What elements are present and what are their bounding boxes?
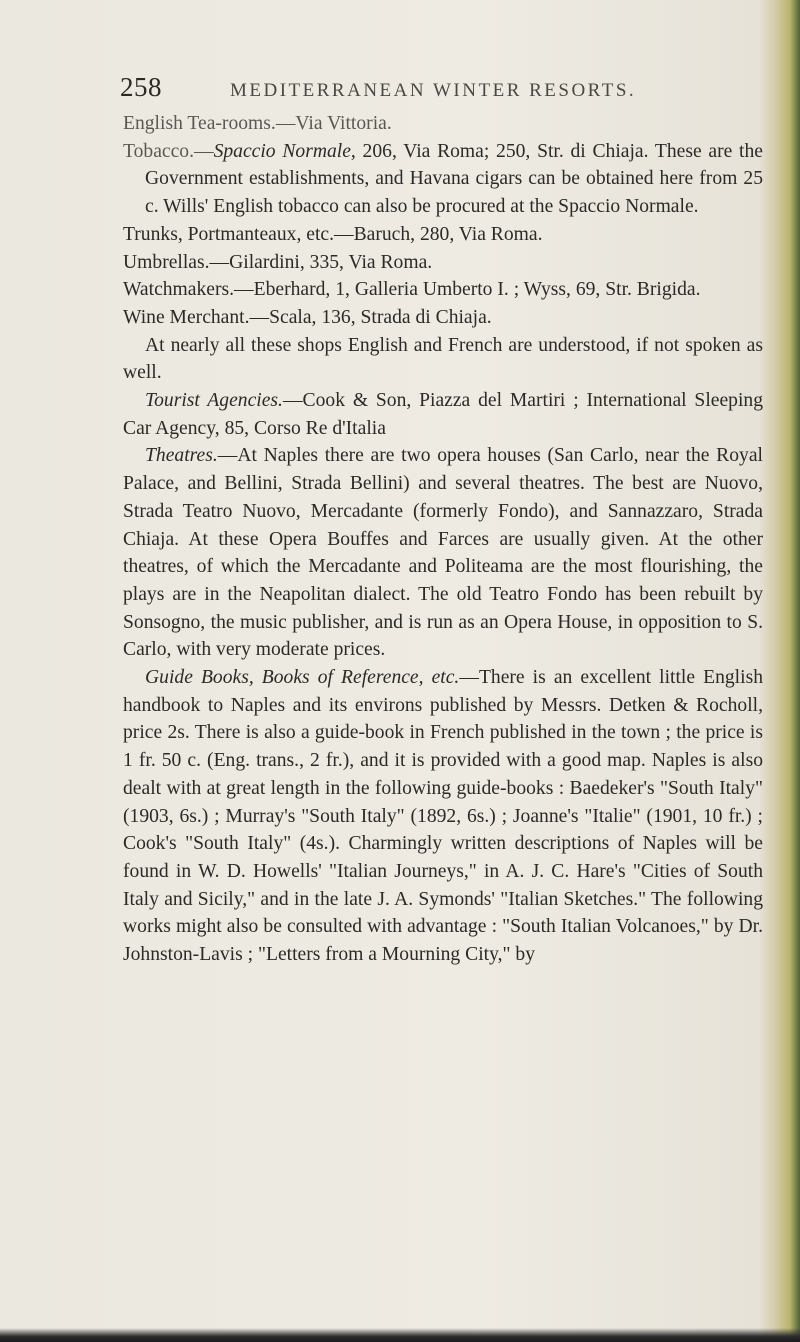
tourist-text: —Cook & Son, Piazza del Martiri ; International Sleeping Car Agency, 85, Corso Re d'Italia [123, 390, 763, 439]
paragraph-theatres [123, 442, 763, 664]
entry-tobacco [123, 138, 763, 221]
entry-tobacco-rest: , 206, Via Roma; 250, Str. di Chiaja. These are the Government establishments, and Havana cigars can be obtained here from 25 c. Wills' English tobacco can also be procured at the Spaccio Normale. [145, 140, 763, 218]
theatres-heading: Theatres. [145, 445, 218, 467]
page-number: 258 [120, 72, 162, 102]
running-head: MEDITERRANEAN WINTER RESORTS. [230, 80, 637, 101]
guides-heading: Guide Books, Books of Reference, etc. [145, 667, 460, 689]
page-bottom-edge [0, 1328, 800, 1342]
page-edge-shadow [760, 0, 800, 1342]
entry-trunks: Trunks, Portmanteaux, etc.—Baruch, 280, Via Roma. [123, 223, 543, 245]
tourist-heading: Tourist Agencies. [145, 390, 283, 412]
page-header [120, 72, 770, 106]
entry-tobacco-name: Spaccio Normale [213, 140, 351, 162]
paragraph-shops: At nearly all these shops English and French are understood, if not spoken as well. [123, 334, 763, 384]
entry-tea-rooms: English Tea-rooms.—Via Vittoria. [123, 113, 392, 134]
entry-wine-merchant: Wine Merchant.—Scala, 136, Strada di Chiaja. [123, 306, 492, 328]
entry-tobacco-lead: Tobacco.— [123, 140, 214, 162]
paragraph-tourist-agencies [123, 387, 763, 442]
entry-watchmakers: Watchmakers.—Eberhard, 1, Galleria Umberto I. ; Wyss, 69, Str. Brigida. [123, 279, 701, 301]
theatres-text: —At Naples there are two opera houses (San Carlo, near the Royal Palace, and Bellini, Strada Bellini) and several theatres. The best are Nuovo, Strada Teatro Nuovo, Mercadante (formerly Fondo), and Sannazzaro, Strada Chiaja. At these Opera Bouffes and Farces are usually given. At the other theatres, of which the Mercadante and Politeama are the most flourishing, the plays are in the Neapolitan dialect. The old Teatro Fondo has been rebuilt by Sonsogno, the music publisher, and is run as an Opera House, in opposition to S. Carlo, with very moderate prices. [123, 445, 763, 661]
page-body [123, 110, 763, 969]
paragraph-guide-books [123, 664, 763, 969]
entry-umbrellas: Umbrellas.—Gilardini, 335, Via Roma. [123, 251, 433, 273]
guides-text: —There is an excellent little English handbook to Naples and its environs published by Messrs. Detken & Rocholl, price 2s. There is also a guide-book in French published in the town ; the price is 1 fr. 50 c. (Eng. trans., 2 fr.), and it is provided with a good map. Naples is also dealt with at great length in the following guide-books : Baedeker's "South Italy" (1903, 6s.) ; Murray's "South Italy" (1892, 6s.) ; Joanne's "Italie" (1901, 10 fr.) ; Cook's "South Italy" (4s.). Charmingly written descriptions of Naples will be found in W. D. Howells' "Italian Journeys," in A. J. C. Hare's "Cities of South Italy and Sicily," and in the late J. A. Symonds' "Italian Sketches." The following works might also be consulted with advantage : "South Italian Volcanoes," by Dr. Johnston-Lavis ; "Letters from a Mourning City," by [123, 667, 763, 966]
